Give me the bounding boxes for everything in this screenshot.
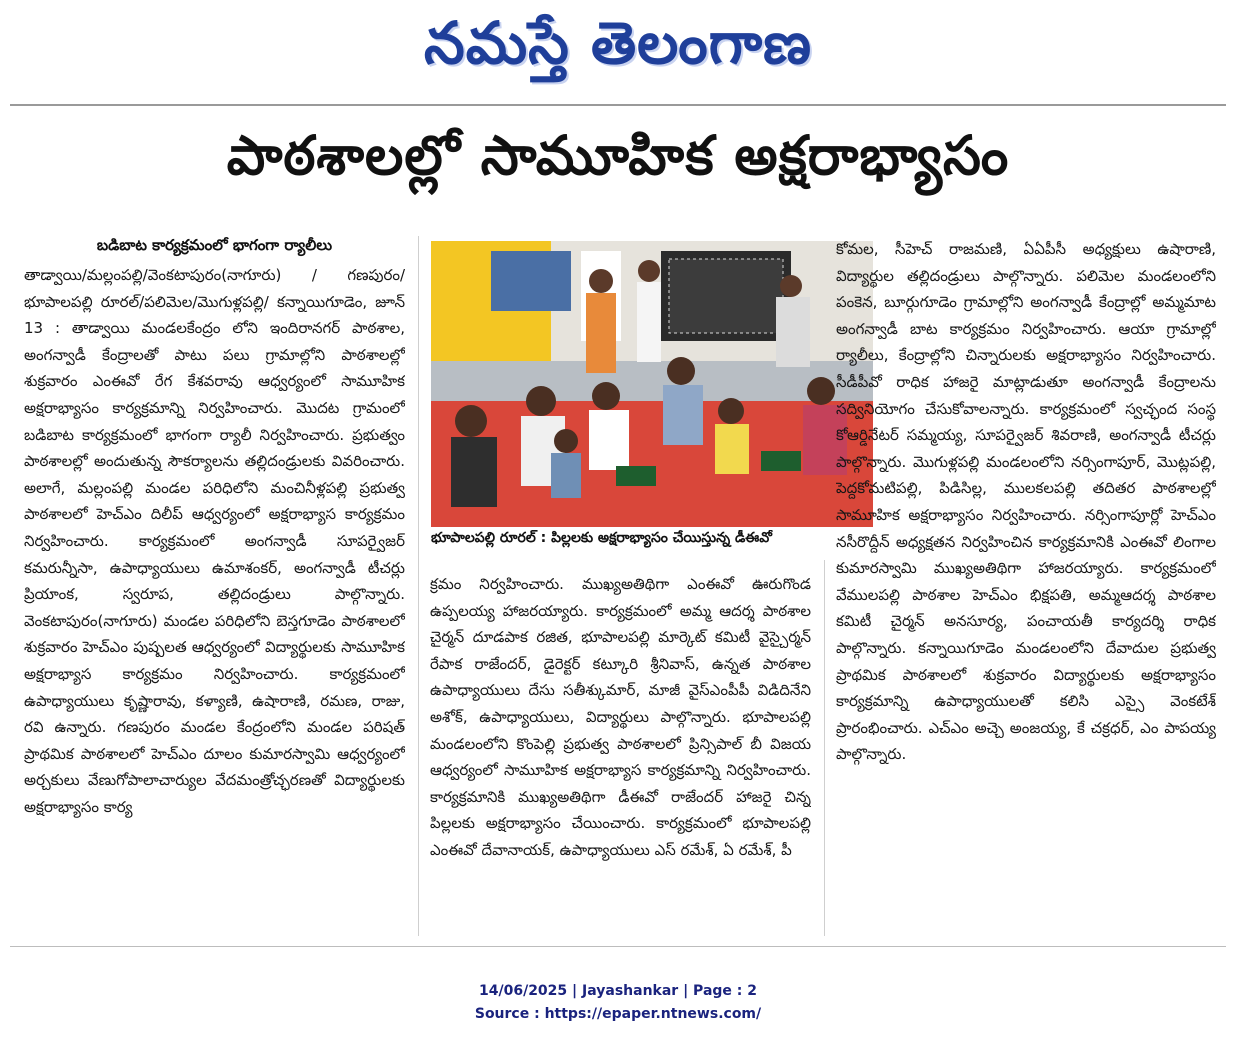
newspaper-logo: నమస్తే తెలంగాణ: [424, 8, 812, 77]
classroom-photo-illustration: [431, 241, 873, 527]
subheadline: బడిబాట కార్యక్రమంలో భాగంగా ర్యాలీలు: [96, 236, 333, 254]
masthead-divider: [10, 104, 1226, 106]
column-divider: [824, 560, 825, 936]
column-divider: [418, 236, 419, 936]
news-photo: [431, 241, 873, 527]
headline: [0, 112, 1236, 212]
edition-info: 14/06/2025 | Jayashankar | Page : 2: [479, 983, 757, 999]
article-column-3: కోమల, సీహెచ్ రాజమణి, ఏఏపీసీ అధ్యక్షులు ఉషారాణి, విద్యార్థుల తల్లిదండ్రులు పాల్గొన్నారు. పలిమెల మండలంలోని పంకెన, బూర్గుగూడెం గ్రామాల్లోని అంగన్వాడీ కేంద్రాల్లో అమ్మమాట అంగన్వాడీ బాట కార్యక్రమం నిర్వహించారు. ఆయా గ్రామాల్లో ర్యాలీలు, కేంద్రాల్లోని చిన్నారులకు అక్షరాభ్యాసం నిర్వహించారు. సీడీపీవో రాధిక హాజరై మాట్లాడుతూ అంగన్వాడీ కేంద్రాలను సద్వినియోగం చేసుకోవాలన్నారు. కార్యక్రమంలో స్వచ్ఛంద సంస్థ కోఆర్డినేటర్ సమ్మయ్య, సూపర్వైజర్ శివరాణి, అంగన్వాడీ టీచర్లు పాల్గొన్నారు. మొగుళ్లపల్లి మండలంలోని నర్సింగాపూర్, మొట్లపల్లి, పెద్దకోమటిపల్లి, పిడిసిల్ల, ములకలపల్లి తదితర పాఠశాలల్లో సామూహిక అక్షరాభ్యాసం నిర్వహించారు. నర్సింగాపూర్లో హెచ్ఎం నసీరొద్దీన్ అధ్యక్షతన నిర్వహించిన కార్యక్రమానికి ఎంఈవో లింగాల కుమారస్వామి ముఖ్యఅతిథిగా హాజరయ్యారు. కార్యక్రమంలో వేములపల్లి పాఠశాల హెచ్ఎం భిక్షపతి, అమ్మఆదర్శ పాఠశాల కమిటీ చైర్మన్ అనసూర్య, పంచాయతీ కార్యదర్శి రాధిక పాల్గొన్నారు. కన్నాయిగూడెం మండలంలోని దేవాదుల ప్రభుత్వ ప్రాథమిక పాఠశాలలో శుక్రవారం విద్యార్థులకు అక్షరాభ్యాసం కార్యక్రమాన్ని ఉపాధ్యాయులతో కలిసి ఎస్సై వెంకటేశ్ ప్రారంభించారు. ఎచ్ఎం అచ్చె అంజయ్య, కే చక్రధర్, ఎం పాపయ్య పాల్గొన్నారు.: [836, 240, 1216, 764]
source-link[interactable]: Source : https://epaper.ntnews.com/: [474, 1006, 762, 1022]
headline-text: పాఠశాలల్లో సామూహిక అక్షరాభ్యాసం: [226, 123, 1010, 187]
article-column-1: తాడ్వాయి/మల్లంపల్లి/వెంకటాపురం(నాగూరు) / గణపురం/భూపాలపల్లి రూరల్/పలిమెల/మొగుళ్లపల్లి/ కన్నాయిగూడెం, జూన్ 13 : తాడ్వాయి మండలకేంద్రం లోని ఇందిరానగర్ పాఠశాల, అంగన్వాడీ కేంద్రాలతో పాటు పలు గ్రామాల్లోని పాఠశాలల్లో శుక్రవారం ఎంఈవో రేగ కేశవరావు ఆధ్వర్యంలో సామూహిక అక్షరాభ్యాసం కార్యక్రమాన్ని నిర్వహించారు. మొదట గ్రామంలో బడిబాట కార్యక్రమంలో భాగంగా ర్యాలీ నిర్వహించారు. ప్రభుత్వం పాఠశాలల్లో అందుతున్న సౌకర్యాలను తల్లిదండ్రులకు వివరించారు. అలాగే, మల్లంపల్లి మండల పరిధిలోని మంచినీళ్లపల్లి ప్రభుత్వ పాఠశాలలో హెచ్ఎం దిలీప్ ఆధ్వర్యంలో అక్షరాభ్యాస కార్యక్రమం నిర్వహించారు. కార్యక్రమంలో అంగన్వాడీ సూపర్వైజర్ కమరున్నీసా, ఉపాధ్యాయులు ఉమాశంకర్, అంగన్వాడీ టీచర్లు ప్రియాంక, స్వరూప, తల్లిదండ్రులు పాల్గొన్నారు. వెంకటాపురం(నాగూరు) మండల పరిధిలోని బెస్తగూడెం పాఠశాలలో శుక్రవారం హెచ్ఎం పుష్పలత ఆధ్వర్యంలో విద్యార్థులకు సామూహిక అక్షరాభ్యాస కార్యక్రమం నిర్వహించారు. కార్యక్రమంలో ఉపాధ్యాయులు కృష్ణారావు, కళ్యాణి, ఉషారాణి, రమణ, రాజు, రవి ఉన్నారు. గణపురం మండల కేంద్రంలోని మండల పరిషత్ ప్రాథమిక పాఠశాలలో హెచ్ఎం దూలం కుమారస్వామి ఆధ్వర్యంలో అర్చకులు వేణుగోపాలాచార్యుల వేదమంత్రోచ్ఛరణతో విద్యార్థులకు అక్షరాభ్యాసం కార్య: [24, 266, 405, 816]
photo-caption: భూపాలపల్లి రూరల్ : పిల్లలకు అక్షరాభ్యాసం చేయిస్తున్న డీఈవో: [431, 530, 772, 546]
masthead: [0, 0, 1236, 100]
footer-divider: [10, 946, 1226, 947]
article-column-2: క్రమం నిర్వహించారు. ముఖ్యఅతిథిగా ఎంఈవో ఊరుగొండ ఉప్పలయ్య హాజరయ్యారు. కార్యక్రమంలో అమ్మ ఆదర్శ పాఠశాల చైర్మన్ దూడపాక రజిత, భూపాలపల్లి మార్కెట్ కమిటీ వైస్చైర్మన్ రేపాక రాజేందర్, డైరెక్టర్ కట్కూరి శ్రీనివాస్, ఉన్నత పాఠశాల ఉపాధ్యాయులు దేసు సతీశ్కుమార్, మాజీ వైస్ఎంపీపీ విడిదినేని అశోక్, ఉపాధ్యాయులు, విద్యార్థులు పాల్గొన్నారు. భూపాలపల్లి మండలంలోని కొంపెల్లి ప్రభుత్వ పాఠశాలలో ప్రిన్సిపాల్ బీ విజయ ఆధ్వర్యంలో సామూహిక అక్షరాభ్యాస కార్యక్రమాన్ని నిర్వహించారు. కార్యక్రమానికి ముఖ్యఅతిథిగా డీఈవో రాజేందర్ హాజరై చిన్న పిల్లలకు అక్షరాభ్యాసం చేయించారు. కార్యక్రమంలో భూపాలపల్లి ఎంఈవో దేవానాయక్, ఉపాధ్యాయులు ఎస్ రమేశ్, ఏ రమేశ్, పీ: [430, 575, 811, 859]
